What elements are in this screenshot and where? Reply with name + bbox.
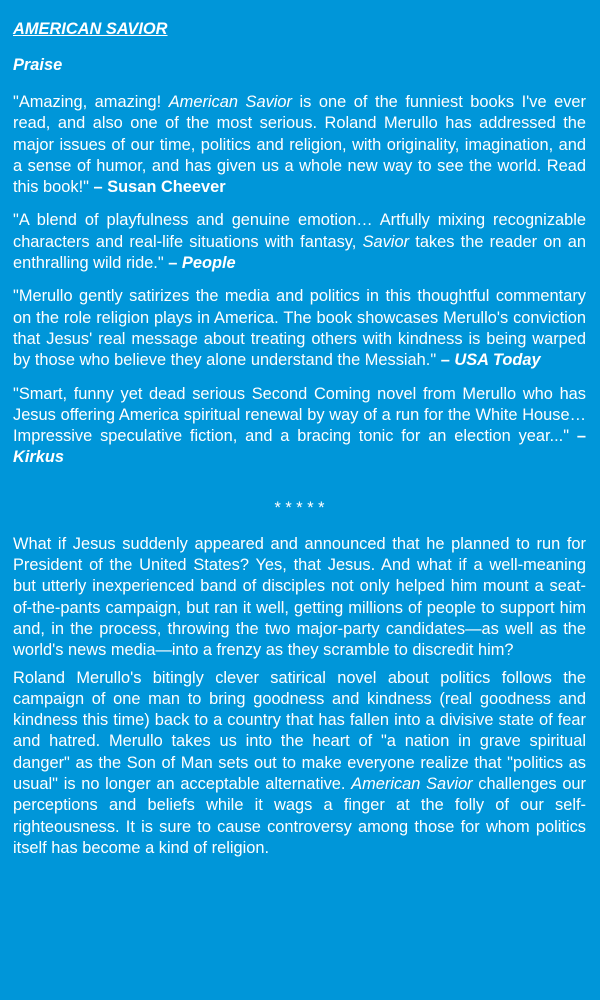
description-text: challenges our perceptions and beliefs while it wags a finger at the folly of our self-righteousness. It is sure to cause controversy among those for whom politics itself has become a kind of religion. (13, 775, 587, 857)
quote-text: "A blend of playfulness and genuine emotion… Artfully mixing recognizable characters and real-life situations with fantasy, (13, 211, 586, 251)
description-book-title: American Savior (351, 775, 473, 794)
quote-text: "Smart, funny yet dead serious Second Coming novel from Merullo who has Jesus offering America spiritual renewal by way of a run for the White House… Impressive speculative fiction, and a bracing tonic for an election year..." (13, 384, 586, 446)
description-text: Roland Merullo's bitingly clever satirical novel about politics follows the campaign of one man to bring goodness and kindness (real goodness and kindness this time) back to a country that has fallen into a divisive state of fear and hatred. Merullo takes us into the heart of "a nation in grave spiritual danger" as the Son of Man sets out to make everyone realize that "politics as usual" is no longer an acceptable alternative. (13, 668, 586, 794)
review-quote (13, 92, 586, 198)
review-quote (13, 286, 586, 371)
section-divider: * * * * * (274, 498, 325, 517)
quote-text: "Merullo gently satirizes the media and politics in this thoughtful commentary on the role religion plays in America. The book showcases Merullo's conviction that Jesus' real message about treating others with kindness is being warped by those who believe they alone understand the Messiah." (13, 287, 586, 370)
quote-source: – Susan Cheever (93, 178, 226, 197)
quote-source-dash: – (440, 351, 455, 370)
quote-source-name: USA Today (454, 351, 541, 370)
description-paragraph: What if Jesus suddenly appeared and announced that he planned to run for President of the United States? Yes, that Jesus. And what if a well-meaning but utterly inexperienced band of disciples not only helped him mount a seat-of-the-pants campaign, but ran it well, getting millions of people to support him and, in the process, throwing the two major-party candidates—as well as the world's news media—into a frenzy as they scramble to discredit him? (13, 534, 586, 660)
review-quote (13, 384, 586, 469)
quote-text: is one of the funniest books I've ever read, and also one of the most serious. Roland Merullo has addressed the major issues of our time, politics and religion, with originality, imagination, and a sense of humor, and has given us a whole new way to see the world. Read this book!" (13, 93, 586, 197)
review-quote (13, 210, 586, 274)
praise-heading: Praise (13, 56, 63, 74)
quote-source (168, 254, 235, 272)
quote-source-dash: – (168, 254, 182, 273)
quote-book-title: Savior (362, 232, 410, 251)
quote-source-name: People (181, 254, 236, 273)
quote-text: "Amazing, amazing! (13, 93, 169, 111)
quote-book-title: American Savior (168, 93, 292, 111)
quote-source-name: Kirkus (13, 448, 65, 467)
quote-source-dash: – (576, 427, 586, 446)
book-title: AMERICAN SAVIOR (13, 20, 168, 38)
quote-text: takes the reader on an enthralling wild ride." (13, 232, 586, 273)
description-paragraph (13, 668, 586, 860)
quote-source (441, 351, 541, 369)
